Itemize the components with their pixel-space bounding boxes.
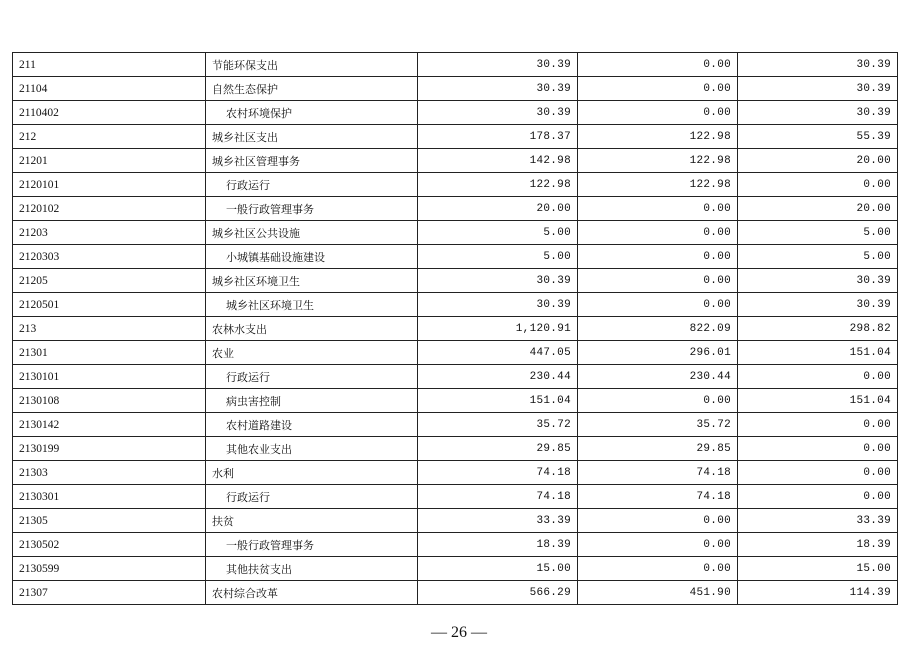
project-expenditure-cell: 30.39 [738, 101, 898, 125]
total-amount-cell: 122.98 [418, 173, 578, 197]
subject-code-cell: 21303 [13, 461, 206, 485]
basic-expenditure-cell: 74.18 [578, 485, 738, 509]
table-body [13, 53, 898, 605]
table-row [13, 413, 898, 437]
basic-expenditure-cell: 230.44 [578, 365, 738, 389]
basic-expenditure-cell: 0.00 [578, 53, 738, 77]
subject-name-cell: 病虫害控制 [206, 389, 418, 413]
basic-expenditure-cell: 0.00 [578, 245, 738, 269]
subject-code-cell: 2120102 [13, 197, 206, 221]
subject-name-cell: 其他农业支出 [206, 437, 418, 461]
basic-expenditure-cell: 0.00 [578, 293, 738, 317]
total-amount-cell: 20.00 [418, 197, 578, 221]
table-row [13, 53, 898, 77]
subject-name-cell: 农村道路建设 [206, 413, 418, 437]
total-amount-cell: 35.72 [418, 413, 578, 437]
project-expenditure-cell: 151.04 [738, 341, 898, 365]
project-expenditure-cell: 151.04 [738, 389, 898, 413]
subject-name-cell: 节能环保支出 [206, 53, 418, 77]
basic-expenditure-cell: 0.00 [578, 221, 738, 245]
project-expenditure-cell: 15.00 [738, 557, 898, 581]
table-row [13, 125, 898, 149]
project-expenditure-cell: 0.00 [738, 461, 898, 485]
subject-code-cell: 2130199 [13, 437, 206, 461]
basic-expenditure-cell: 0.00 [578, 101, 738, 125]
table-row [13, 245, 898, 269]
total-amount-cell: 33.39 [418, 509, 578, 533]
subject-code-cell: 21305 [13, 509, 206, 533]
total-amount-cell: 447.05 [418, 341, 578, 365]
basic-expenditure-cell: 0.00 [578, 389, 738, 413]
subject-code-cell: 213 [13, 317, 206, 341]
table-row [13, 197, 898, 221]
subject-name-cell: 农村环境保护 [206, 101, 418, 125]
subject-name-cell: 行政运行 [206, 485, 418, 509]
table-row [13, 293, 898, 317]
project-expenditure-cell: 0.00 [738, 365, 898, 389]
subject-code-cell: 2120303 [13, 245, 206, 269]
basic-expenditure-cell: 122.98 [578, 173, 738, 197]
page-number: — 26 — [431, 624, 487, 641]
table-row [13, 389, 898, 413]
subject-code-cell: 2130101 [13, 365, 206, 389]
project-expenditure-cell: 114.39 [738, 581, 898, 605]
subject-name-cell: 城乡社区管理事务 [206, 149, 418, 173]
project-expenditure-cell: 30.39 [738, 293, 898, 317]
project-expenditure-cell: 20.00 [738, 197, 898, 221]
project-expenditure-cell: 5.00 [738, 245, 898, 269]
subject-code-cell: 21307 [13, 581, 206, 605]
basic-expenditure-cell: 451.90 [578, 581, 738, 605]
basic-expenditure-cell: 822.09 [578, 317, 738, 341]
basic-expenditure-cell: 122.98 [578, 149, 738, 173]
project-expenditure-cell: 0.00 [738, 413, 898, 437]
project-expenditure-cell: 20.00 [738, 149, 898, 173]
project-expenditure-cell: 33.39 [738, 509, 898, 533]
subject-name-cell: 小城镇基础设施建设 [206, 245, 418, 269]
table-row [13, 533, 898, 557]
table-row [13, 557, 898, 581]
budget-table-container [12, 52, 898, 605]
subject-code-cell: 21301 [13, 341, 206, 365]
total-amount-cell: 5.00 [418, 245, 578, 269]
subject-name-cell: 城乡社区公共设施 [206, 221, 418, 245]
project-expenditure-cell: 30.39 [738, 77, 898, 101]
total-amount-cell: 30.39 [418, 53, 578, 77]
subject-code-cell: 2110402 [13, 101, 206, 125]
subject-name-cell: 自然生态保护 [206, 77, 418, 101]
basic-expenditure-cell: 0.00 [578, 197, 738, 221]
total-amount-cell: 151.04 [418, 389, 578, 413]
table-row [13, 485, 898, 509]
project-expenditure-cell: 0.00 [738, 173, 898, 197]
subject-code-cell: 2130108 [13, 389, 206, 413]
subject-code-cell: 21203 [13, 221, 206, 245]
total-amount-cell: 18.39 [418, 533, 578, 557]
total-amount-cell: 15.00 [418, 557, 578, 581]
total-amount-cell: 29.85 [418, 437, 578, 461]
subject-name-cell: 行政运行 [206, 365, 418, 389]
basic-expenditure-cell: 0.00 [578, 533, 738, 557]
total-amount-cell: 566.29 [418, 581, 578, 605]
subject-code-cell: 2120101 [13, 173, 206, 197]
project-expenditure-cell: 18.39 [738, 533, 898, 557]
total-amount-cell: 30.39 [418, 293, 578, 317]
subject-code-cell: 211 [13, 53, 206, 77]
subject-code-cell: 2130142 [13, 413, 206, 437]
subject-name-cell: 农林水支出 [206, 317, 418, 341]
table-row [13, 437, 898, 461]
basic-expenditure-cell: 0.00 [578, 557, 738, 581]
total-amount-cell: 30.39 [418, 77, 578, 101]
project-expenditure-cell: 0.00 [738, 485, 898, 509]
subject-code-cell: 21205 [13, 269, 206, 293]
total-amount-cell: 74.18 [418, 485, 578, 509]
table-row [13, 269, 898, 293]
table-row [13, 317, 898, 341]
total-amount-cell: 178.37 [418, 125, 578, 149]
subject-name-cell: 一般行政管理事务 [206, 533, 418, 557]
table-row [13, 101, 898, 125]
total-amount-cell: 74.18 [418, 461, 578, 485]
project-expenditure-cell: 30.39 [738, 53, 898, 77]
basic-expenditure-cell: 29.85 [578, 437, 738, 461]
subject-name-cell: 扶贫 [206, 509, 418, 533]
subject-name-cell: 城乡社区环境卫生 [206, 269, 418, 293]
table-row [13, 509, 898, 533]
subject-code-cell: 21201 [13, 149, 206, 173]
subject-name-cell: 农村综合改革 [206, 581, 418, 605]
subject-code-cell: 21104 [13, 77, 206, 101]
table-row [13, 461, 898, 485]
project-expenditure-cell: 5.00 [738, 221, 898, 245]
basic-expenditure-cell: 0.00 [578, 269, 738, 293]
project-expenditure-cell: 30.39 [738, 269, 898, 293]
budget-expenditure-table [12, 52, 898, 605]
subject-code-cell: 2130502 [13, 533, 206, 557]
basic-expenditure-cell: 122.98 [578, 125, 738, 149]
basic-expenditure-cell: 296.01 [578, 341, 738, 365]
subject-name-cell: 行政运行 [206, 173, 418, 197]
total-amount-cell: 230.44 [418, 365, 578, 389]
subject-name-cell: 一般行政管理事务 [206, 197, 418, 221]
table-row [13, 77, 898, 101]
subject-name-cell: 城乡社区支出 [206, 125, 418, 149]
total-amount-cell: 30.39 [418, 101, 578, 125]
subject-name-cell: 其他扶贫支出 [206, 557, 418, 581]
basic-expenditure-cell: 0.00 [578, 509, 738, 533]
basic-expenditure-cell: 35.72 [578, 413, 738, 437]
total-amount-cell: 1,120.91 [418, 317, 578, 341]
subject-code-cell: 2130301 [13, 485, 206, 509]
subject-name-cell: 农业 [206, 341, 418, 365]
subject-code-cell: 2120501 [13, 293, 206, 317]
total-amount-cell: 30.39 [418, 269, 578, 293]
total-amount-cell: 142.98 [418, 149, 578, 173]
project-expenditure-cell: 0.00 [738, 437, 898, 461]
subject-name-cell: 城乡社区环境卫生 [206, 293, 418, 317]
subject-code-cell: 212 [13, 125, 206, 149]
basic-expenditure-cell: 0.00 [578, 77, 738, 101]
table-row [13, 581, 898, 605]
table-row [13, 149, 898, 173]
total-amount-cell: 5.00 [418, 221, 578, 245]
subject-name-cell: 水利 [206, 461, 418, 485]
table-row [13, 341, 898, 365]
table-row [13, 173, 898, 197]
subject-code-cell: 2130599 [13, 557, 206, 581]
basic-expenditure-cell: 74.18 [578, 461, 738, 485]
table-row [13, 365, 898, 389]
table-row [13, 221, 898, 245]
project-expenditure-cell: 55.39 [738, 125, 898, 149]
project-expenditure-cell: 298.82 [738, 317, 898, 341]
